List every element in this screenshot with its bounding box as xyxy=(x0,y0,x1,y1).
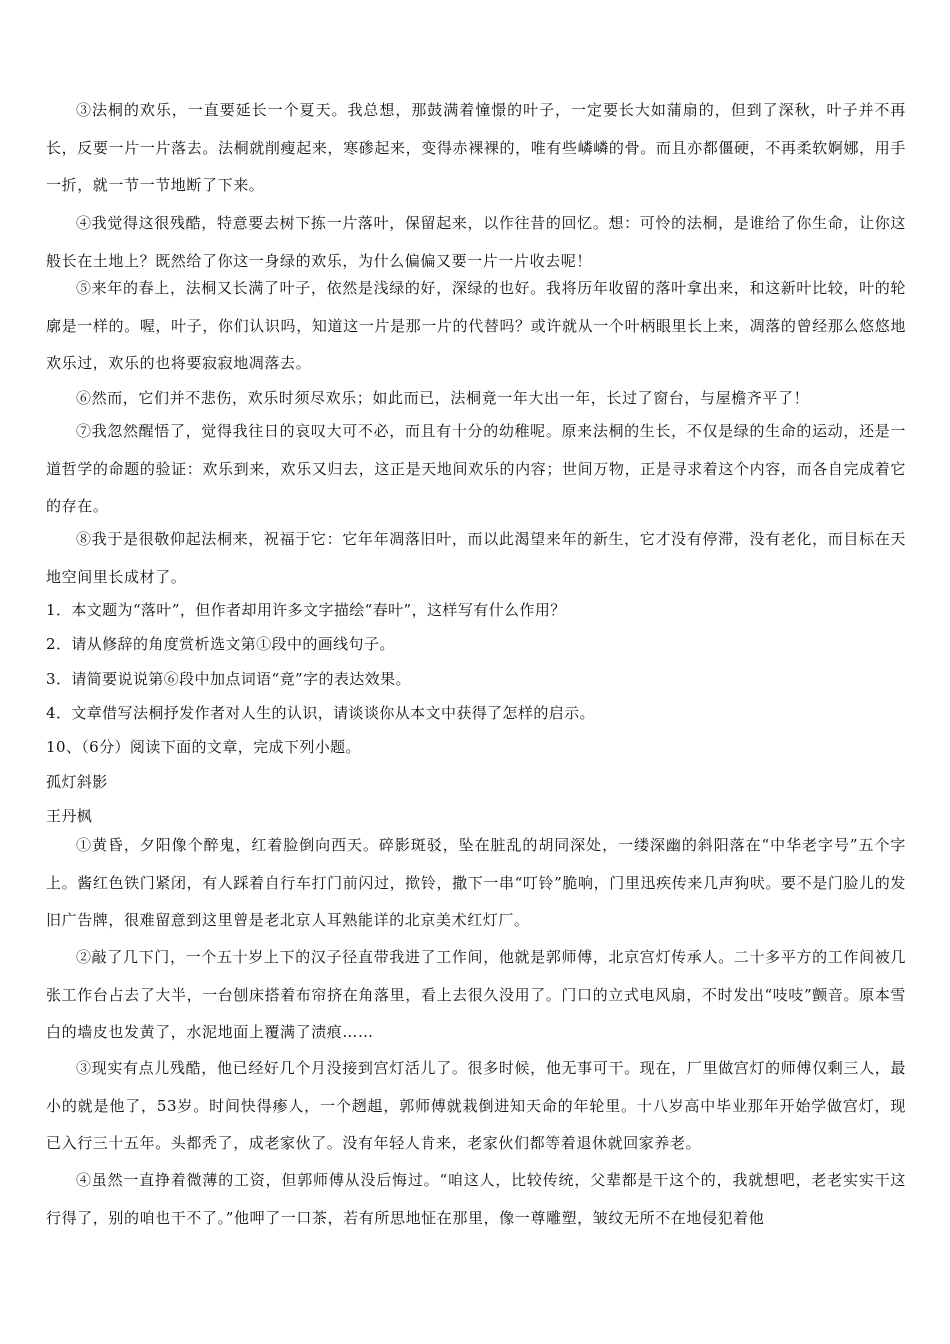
passage-paragraph-4: ④我觉得这很残酷，特意要去树下拣一片落叶，保留起来，以作往昔的回忆。想：可怜的法桐，是谁给了你生命，让你这般长在土地上？既然给了你这一身绿的欢乐，为什么偏偏又要一片一片收去呢！ xyxy=(46,214,906,270)
question-2: 2．请从修辞的角度赏析选文第①段中的画线句子。 xyxy=(46,635,395,653)
article-paragraph-2: ②敲了几下门，一个五十岁上下的汉子径直带我进了工作间，他就是郭师傅，北京宫灯传承人。二十多平方的工作间被几张工作台占去了大半，一台刨床搭着布帘挤在角落里，看上去很久没用了。门口的立式电风扇，不时发出“吱吱”颤音。原本雪白的墙皮也发黄了，水泥地面上覆满了渍痕…… xyxy=(46,948,906,1041)
passage-paragraph-3: ③法桐的欢乐，一直要延长一个夏天。我总想，那鼓满着憧憬的叶子，一定要长大如蒲扇的，但到了深秋，叶子并不再长，反要一片一片落去。法桐就削瘦起来，寒碜起来，变得赤裸裸的，唯有些嶙嶙的骨。而且亦都僵硬，不再柔软婀娜，用手一折，就一节一节地断了下来。 xyxy=(46,101,906,194)
section-heading: 10、（6分）阅读下面的文章，完成下列小题。 xyxy=(46,738,361,756)
question-4: 4．文章借写法桐抒发作者对人生的认识，请谈谈你从本文中获得了怎样的启示。 xyxy=(46,704,595,722)
passage-paragraph-8: ⑧我于是很敬仰起法桐来，祝福于它：它年年凋落旧叶，而以此渴望来年的新生，它才没有停滞，没有老化，而目标在天地空间里长成材了。 xyxy=(46,530,906,586)
passage-paragraph-5: ⑤来年的春上，法桐又长满了叶子，依然是浅绿的好，深绿的也好。我将历年收留的落叶拿出来，和这新叶比较，叶的轮廓是一样的。喔，叶子，你们认识吗，知道这一片是那一片的代替吗？或许就从一个叶柄眼里长上来，凋落的曾经那么悠悠地欢乐过，欢乐的也将要寂寂地凋落去。 xyxy=(46,279,906,372)
article-author: 王丹枫 xyxy=(46,807,93,825)
article-paragraph-3: ③现实有点儿残酷，他已经好几个月没接到宫灯活儿了。很多时候，他无事可干。现在，厂里做宫灯的师傅仅剩三人，最小的就是他了，53岁。时间快得瘆人，一个趔趄，郭师傅就栽倒进知天命的年轮里。十八岁高中毕业那年开始学做宫灯，现已入行三十五年。头都秃了，成老家伙了。没有年轻人肯来，老家伙们都等着退休就回家养老。 xyxy=(46,1059,906,1152)
article-title: 孤灯斜影 xyxy=(46,773,108,791)
article-paragraph-4: ④虽然一直挣着微薄的工资，但郭师傅从没后悔过。“咱这人，比较传统，父辈都是干这个的，我就想吧，老老实实干这行得了，别的咱也干不了。”他呷了一口茶，若有所思地怔在那里，像一尊雕塑，皱纹无所不在地侵犯着他 xyxy=(46,1171,906,1227)
passage-paragraph-7: ⑦我忽然醒悟了，觉得我往日的哀叹大可不必，而且有十分的幼稚呢。原来法桐的生长，不仅是绿的生命的运动，还是一道哲学的命题的验证：欢乐到来，欢乐又归去，这正是天地间欢乐的内容；世间万物，正是寻求着这个内容，而各自完成着它的存在。 xyxy=(46,422,906,515)
question-1: 1．本文题为“落叶”，但作者却用许多文字描绘“春叶”，这样写有什么作用？ xyxy=(46,601,566,619)
question-3: 3．请简要说说第⑥段中加点词语“竟”字的表达效果。 xyxy=(46,670,411,688)
passage-paragraph-6: ⑥然而，它们并不悲伤，欢乐时须尽欢乐；如此而已，法桐竟一年大出一年，长过了窗台，与屋檐齐平了！ xyxy=(76,389,810,407)
article-paragraph-1: ①黄昏，夕阳像个醉鬼，红着脸倒向西天。碎影斑驳，坠在脏乱的胡同深处，一缕深幽的斜阳落在“中华老字号”五个字上。酱红色铁门紧闭，有人踩着自行车打门前闪过，揿铃，撒下一串“叮铃”脆响，门里迅疾传来几声狗吠。要不是门脸儿的发旧广告牌，很难留意到这里曾是老北京人耳熟能详的北京美术红灯厂。 xyxy=(46,836,906,929)
